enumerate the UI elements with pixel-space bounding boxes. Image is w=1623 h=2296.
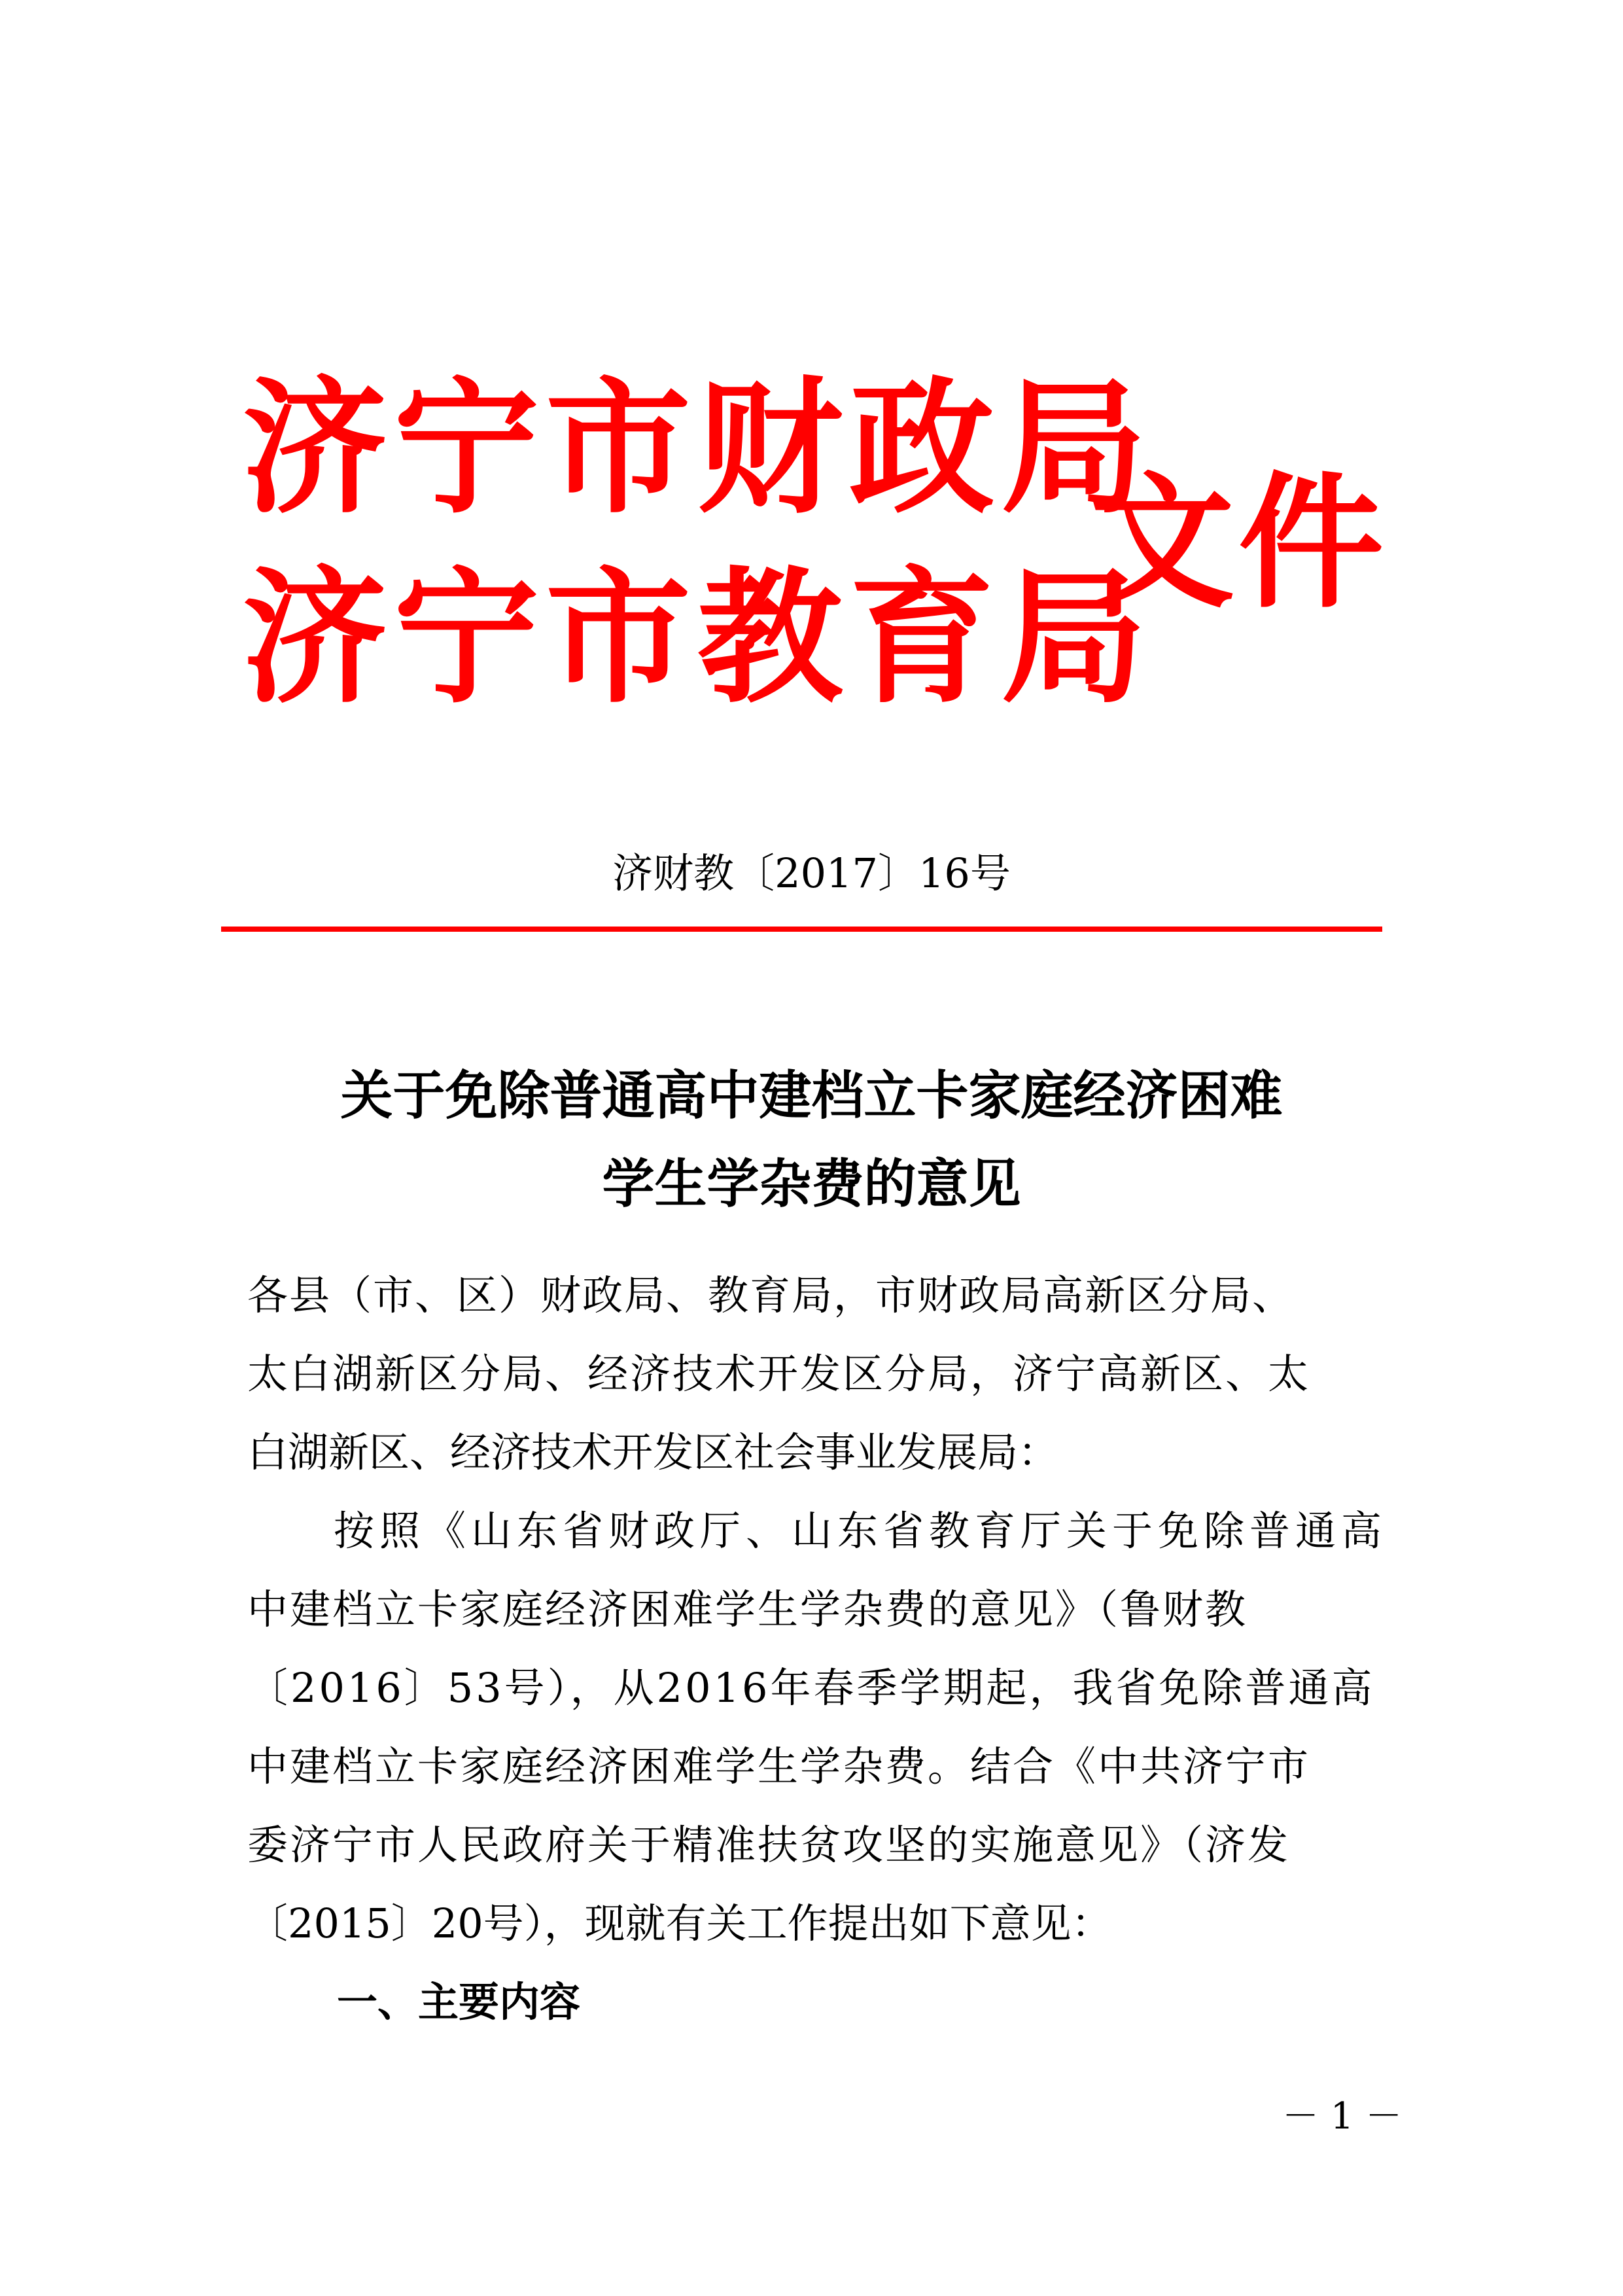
body-line: 太白湖新区分局、经济技术开发区分局，济宁高新区、太 (247, 1350, 1311, 1398)
issuer-name-line-2: 济宁市教育局 (242, 553, 1153, 723)
body-line: 白湖新区、经济技术开发区社会事业发展局： (247, 1428, 1059, 1476)
issuer-suffix: 文件 (1089, 458, 1387, 628)
body-line: 中建档立卡家庭经济困难学生学杂费。结合《中共济宁市 (247, 1742, 1311, 1790)
page-number: － 1 － (1282, 2095, 1403, 2138)
document-number: 济财教〔2017〕16号 (612, 849, 1011, 897)
body-line: 各县（市、区）财政局、教育局，市财政局高新区分局、 (247, 1271, 1295, 1319)
body-line: 〔2016〕53号），从2016年春季学期起，我省免除普通高 (247, 1664, 1375, 1712)
section-heading: 一、主要内容 (337, 1978, 581, 2026)
red-separator-rule (221, 927, 1382, 932)
issuer-name-line-1: 济宁市财政局 (242, 363, 1153, 533)
body-line: 按照《山东省财政厅、山东省教育厅关于免除普通高 (334, 1507, 1387, 1555)
document-title-line-1: 关于免除普通高中建档立卡家庭经济困难 (340, 1065, 1283, 1126)
body-line: 委济宁市人民政府关于精准扶贫攻坚的实施意见》（济发 (247, 1821, 1291, 1869)
body-line: 〔2015〕20号），现就有关工作提出如下意见： (247, 1899, 1112, 1947)
body-line: 中建档立卡家庭经济困难学生学杂费的意见》（鲁财教 (247, 1585, 1248, 1633)
document-title-line-2: 学生学杂费的意见 (602, 1154, 1021, 1214)
